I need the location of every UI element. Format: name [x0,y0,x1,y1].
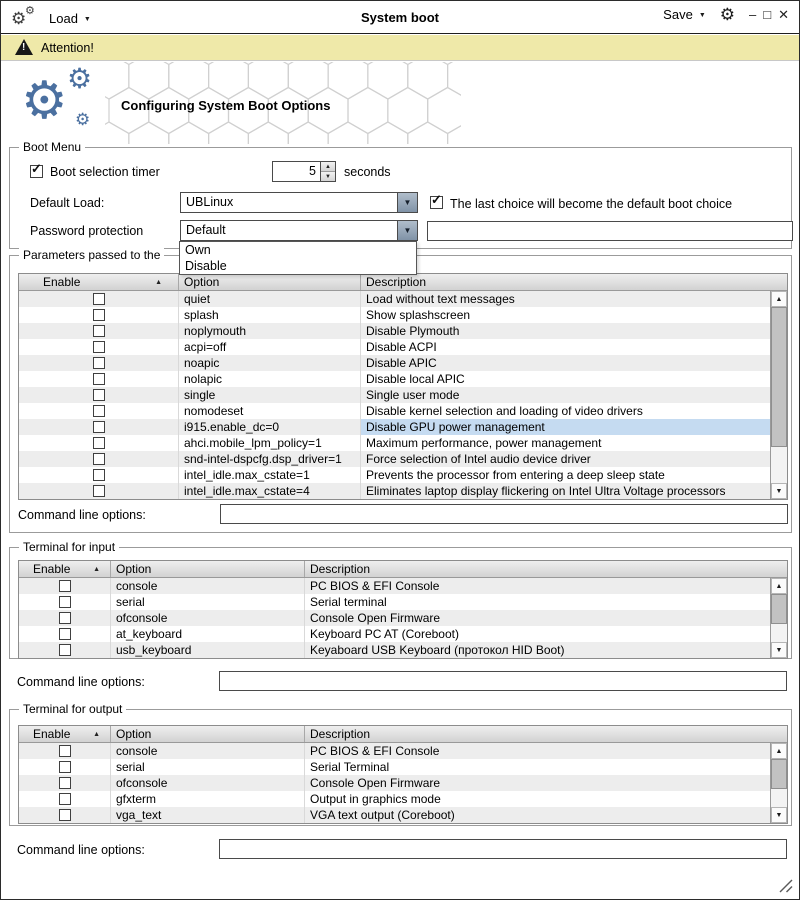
description-cell[interactable]: Disable GPU power management [361,419,770,435]
chevron-down-icon: ▼ [698,12,706,19]
column-header-label: Option [184,275,220,289]
load-menu-label: Load [49,10,78,26]
enable-cell [19,775,111,791]
vertical-scrollbar[interactable] [770,743,787,823]
description-cell[interactable]: Load without text messages [366,292,515,306]
description-cell[interactable]: Prevents the processor from entering a deep sleep state [366,468,665,482]
scroll-down-icon: ▼ [775,811,783,819]
description-cell[interactable]: Disable ACPI [366,340,437,354]
option-cell[interactable]: ahci.mobile_lpm_policy=1 [179,435,361,451]
timer-value[interactable]: 5 [309,164,316,178]
enable-checkbox[interactable] [93,485,105,497]
option-cell[interactable]: single [179,387,361,403]
enable-cell [19,371,179,387]
resize-grip[interactable] [776,876,794,894]
scroll-down-button[interactable] [771,483,787,499]
chevron-down-icon: ▼ [403,197,412,207]
spinner-buttons [320,162,335,181]
enable-checkbox[interactable] [93,405,105,417]
table-body [19,578,770,658]
password-protection-combobox[interactable] [180,220,418,241]
enable-checkbox[interactable] [93,453,105,465]
maximize-button[interactable]: □ [763,6,772,22]
column-header-label: Enable [43,275,81,289]
option-cell[interactable]: noplymouth [179,323,361,339]
description-cell[interactable]: Keyaboard USB Keyboard (протокол HID Boot) [310,643,565,657]
table-header [19,561,787,578]
spin-down-button[interactable] [321,172,335,181]
password-dropdown-list [179,241,417,275]
save-menu-button[interactable] [663,7,706,22]
description-cell[interactable]: Serial terminal [310,595,387,609]
column-header-enable[interactable] [19,561,111,577]
option-cell[interactable]: i915.enable_dc=0 [179,419,361,435]
column-header-option[interactable] [111,726,305,742]
option-cell[interactable]: serial [111,759,305,775]
table-row[interactable] [19,483,770,499]
table-row[interactable] [19,807,770,823]
option-cell[interactable]: snd-intel-dspcfg.dsp_driver=1 [179,451,361,467]
scroll-up-icon: ▲ [775,582,783,590]
table-row[interactable] [19,339,770,355]
gear-icon: ⚙ [25,5,35,17]
boot-menu-group [9,140,792,249]
chevron-down-icon: ▼ [403,225,412,235]
table-row[interactable] [19,743,770,759]
table-body [19,743,770,823]
table-row[interactable] [19,291,770,307]
combobox-dropdown-button[interactable] [397,193,417,212]
table-row[interactable] [19,371,770,387]
command-line-input[interactable] [220,504,788,524]
scroll-down-icon: ▼ [775,487,783,495]
scrollbar-thumb[interactable] [771,759,787,789]
default-load-label: Default Load: [30,196,105,210]
password-protection-label: Password protection [30,224,144,238]
enable-checkbox[interactable] [93,325,105,337]
description-cell[interactable]: PC BIOS & EFI Console [310,744,440,758]
enable-cell [19,743,111,759]
column-header-option[interactable] [111,561,305,577]
command-line-label: Command line options: [17,675,145,689]
enable-cell [19,791,111,807]
dropdown-option-own[interactable]: Own [185,243,211,257]
save-menu-label: Save [663,7,693,22]
enable-cell [19,291,179,307]
parameters-legend: Parameters passed to the [19,248,164,263]
window-controls [749,7,789,23]
enable-checkbox[interactable] [93,293,105,305]
enable-checkbox[interactable] [59,809,71,821]
option-cell[interactable]: ofconsole [111,775,305,791]
default-load-value: UBLinux [186,195,234,209]
enable-checkbox[interactable] [59,793,71,805]
enable-cell [19,307,179,323]
last-choice-label: The last choice will become the default boot choice [450,197,733,211]
scroll-up-button[interactable] [771,743,787,759]
default-load-combobox[interactable] [180,192,418,213]
option-cell[interactable]: console [111,743,305,759]
command-line-label: Command line options: [18,508,146,522]
option-cell[interactable]: intel_idle.max_cstate=1 [179,467,361,483]
option-cell[interactable]: nolapic [179,371,361,387]
description-cell[interactable]: Disable kernel selection and loading of video drivers [366,404,643,418]
table-row[interactable] [19,435,770,451]
enable-cell [19,323,179,339]
enable-checkbox[interactable] [59,777,71,789]
option-cell[interactable]: noapic [179,355,361,371]
description-cell[interactable]: Console Open Firmware [310,611,441,625]
settings-gear-button[interactable]: ⚙ [719,5,735,24]
check-icon: ✓ [31,161,42,176]
enable-cell [19,626,111,642]
warning-mark: ! [22,42,26,53]
option-cell[interactable]: usb_keyboard [111,642,305,658]
scroll-down-button[interactable] [771,807,787,823]
description-cell[interactable]: Force selection of Intel audio device driver [366,452,591,466]
option-cell[interactable]: gfxterm [111,791,305,807]
enable-cell [19,759,111,775]
enable-checkbox[interactable] [59,612,71,624]
spin-down-icon: ▼ [325,173,331,180]
description-cell[interactable]: Serial Terminal [310,760,390,774]
option-cell[interactable]: ofconsole [111,610,305,626]
table-row[interactable] [19,791,770,807]
command-line-input[interactable] [219,671,787,691]
scroll-up-icon: ▲ [775,295,783,303]
table-header [19,274,787,291]
page-title: Configuring System Boot Options [121,98,331,113]
terminal-input-legend: Terminal for input [19,540,119,555]
scroll-up-icon: ▲ [775,747,783,755]
enable-checkbox[interactable] [93,389,105,401]
enable-cell [19,807,111,823]
description-cell[interactable]: Disable APIC [366,356,437,370]
table-row[interactable] [19,759,770,775]
table-header [19,726,787,743]
table-row[interactable] [19,451,770,467]
option-cell[interactable]: at_keyboard [111,626,305,642]
description-cell[interactable]: Disable Plymouth [366,324,460,338]
enable-cell [19,451,179,467]
enable-checkbox[interactable] [93,421,105,433]
enable-cell [19,355,179,371]
scrollbar-thumb[interactable] [771,594,787,624]
description-cell[interactable]: Show splashscreen [366,308,471,322]
description-cell[interactable]: VGA text output (Coreboot) [310,808,455,822]
titlebar-right [663,6,789,23]
enable-checkbox[interactable] [93,373,105,385]
description-cell[interactable]: Maximum performance, power management [366,436,602,450]
option-cell[interactable]: vga_text [111,807,305,823]
scroll-down-icon: ▼ [775,646,783,654]
attention-label: Attention! [41,41,94,55]
sort-ascending-icon: ▲ [93,566,100,573]
last-choice-checkbox[interactable] [430,192,443,209]
column-header-description[interactable] [305,726,787,742]
spin-up-button[interactable] [321,162,335,172]
sort-ascending-icon: ▲ [93,731,100,738]
enable-cell [19,339,179,355]
gear-icon: ⚙ [75,110,91,129]
enable-cell [19,642,111,658]
column-header-label: Option [116,562,152,576]
description-cell[interactable]: Eliminates laptop display flickering on Intel Ultra Voltage processors [366,484,726,498]
enable-checkbox[interactable] [93,469,105,481]
boot-menu-legend: Boot Menu [19,140,85,155]
enable-checkbox[interactable] [59,745,71,757]
option-cell[interactable]: quiet [179,291,361,307]
scroll-down-button[interactable] [771,642,787,658]
enable-cell [19,483,179,499]
table-row[interactable] [19,594,770,610]
column-header-label: Enable [33,727,71,741]
column-header-label: Enable [33,562,71,576]
combobox-dropdown-button[interactable] [397,221,417,240]
table-body [19,291,770,499]
option-cell[interactable]: nomodeset [179,403,361,419]
enable-checkbox[interactable] [59,644,71,656]
description-cell[interactable]: Disable local APIC [366,372,465,386]
option-cell[interactable]: acpi=off [179,339,361,355]
vertical-scrollbar[interactable] [770,291,787,499]
column-header-enable[interactable] [19,274,179,290]
terminal-input-group [9,540,792,659]
terminal-output-group [9,702,792,826]
column-header-option[interactable] [179,274,361,290]
description-cell[interactable]: Keyboard PC AT (Coreboot) [310,627,459,641]
enable-cell [19,578,111,594]
password-protection-value: Default [186,223,226,237]
enable-checkbox[interactable] [93,309,105,321]
enable-checkbox[interactable] [59,580,71,592]
description-cell[interactable]: Output in graphics mode [310,792,441,806]
option-cell[interactable]: splash [179,307,361,323]
enable-cell [19,610,111,626]
column-header-description[interactable] [305,561,787,577]
timer-spinner[interactable] [272,161,336,182]
column-header-label: Description [366,275,427,289]
enable-cell [19,435,179,451]
dropdown-option-disable[interactable]: Disable [185,259,227,273]
vertical-scrollbar[interactable] [770,578,787,658]
command-line-input[interactable] [219,839,787,859]
gear-icon: ⚙ [21,72,68,130]
column-header-label: Description [310,727,371,741]
titlebar [1,1,799,34]
table-row[interactable] [19,323,770,339]
table-row[interactable] [19,355,770,371]
table-row[interactable] [19,775,770,791]
enable-checkbox[interactable] [59,628,71,640]
gear-icon: ⚙ [11,9,27,28]
window-title: System boot [360,10,439,25]
table-row[interactable] [19,419,770,435]
spin-up-icon: ▲ [325,163,331,170]
table-row[interactable] [19,578,770,594]
option-cell[interactable]: serial [111,594,305,610]
description-cell[interactable]: Single user mode [366,388,460,402]
warning-icon [15,39,33,55]
enable-cell [19,467,179,483]
scroll-up-button[interactable] [771,578,787,594]
column-header-enable[interactable] [19,726,111,742]
boot-timer-label: Boot selection timer [50,165,160,179]
enable-cell [19,403,179,419]
column-header-label: Option [116,727,152,741]
enable-cell [19,594,111,610]
table-row[interactable] [19,626,770,642]
enable-checkbox[interactable] [93,357,105,369]
enable-checkbox[interactable] [59,761,71,773]
enable-checkbox[interactable] [59,596,71,608]
table-row[interactable] [19,387,770,403]
chevron-down-icon: ▼ [83,15,91,23]
enable-checkbox[interactable] [93,341,105,353]
description-cell[interactable]: PC BIOS & EFI Console [310,579,440,593]
parameters-table [18,273,788,500]
command-line-label: Command line options: [17,843,145,857]
check-icon: ✓ [431,192,442,207]
enable-cell [19,419,179,435]
gear-icon: ⚙ [67,63,93,94]
column-header-label: Description [310,562,371,576]
option-cell[interactable]: intel_idle.max_cstate=4 [179,483,361,499]
app-logo [17,63,115,141]
description-cell[interactable]: Console Open Firmware [310,776,441,790]
table-row[interactable] [19,610,770,626]
table-row[interactable] [19,307,770,323]
attention-bar [1,35,799,61]
password-input[interactable] [427,221,793,241]
enable-cell [19,387,179,403]
minimize-button[interactable]: – [749,6,757,22]
table-row[interactable] [19,467,770,483]
table-row[interactable] [19,642,770,658]
enable-checkbox[interactable] [93,437,105,449]
table-row[interactable] [19,403,770,419]
option-cell[interactable]: console [111,578,305,594]
terminal-output-legend: Terminal for output [19,702,126,717]
boot-timer-checkbox[interactable] [30,161,43,178]
terminal-input-table [18,560,788,659]
scroll-up-button[interactable] [771,291,787,307]
close-button[interactable]: ✕ [778,6,789,22]
column-header-description[interactable] [361,274,787,290]
timer-unit-label: seconds [344,165,391,179]
scrollbar-thumb[interactable] [771,307,787,447]
sort-ascending-icon: ▲ [155,279,162,286]
terminal-output-table [18,725,788,824]
